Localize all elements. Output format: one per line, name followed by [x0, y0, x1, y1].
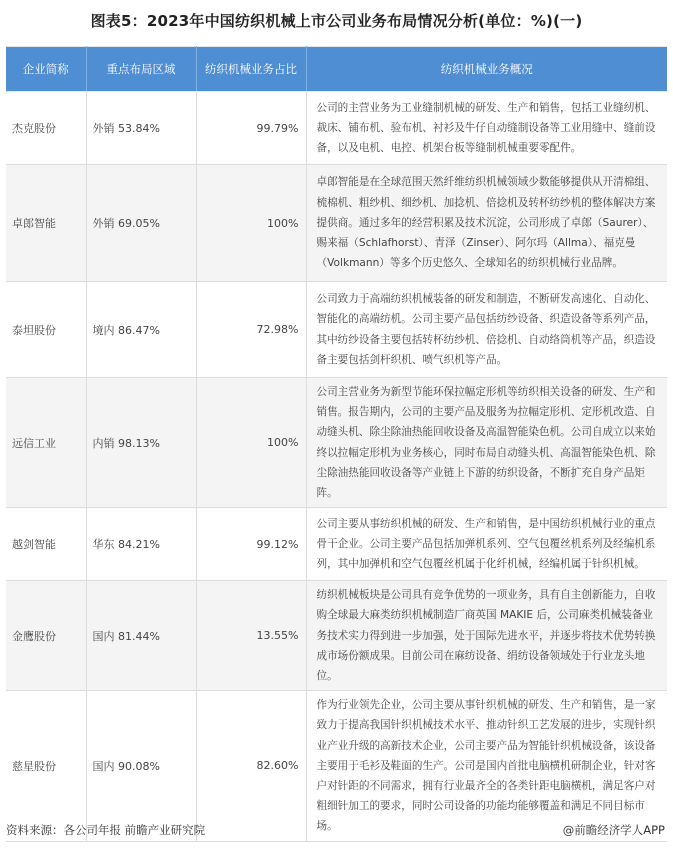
business-overview: 公司主要从事纺织机械的研发、生产和销售，是中国纺织机械行业的重点骨干企业。公司主要产品包括加弹机系列、空气包覆丝机系列及经编机系列，其中加弹机和空气包覆丝机属于化纤机械，经编机属于针织机械。 — [306, 508, 667, 581]
company-name: 慈星股份 — [6, 691, 86, 841]
header-company: 企业简称 — [6, 47, 86, 92]
region: 国内 81.44% — [86, 581, 196, 691]
table-row — [6, 581, 667, 691]
region: 境内 86.47% — [86, 282, 196, 378]
source-note: 资料来源：各公司年报 前瞻产业研究院 — [6, 823, 206, 837]
company-name: 越剑智能 — [6, 508, 86, 581]
header-region: 重点布局区域 — [86, 47, 196, 92]
table-header-row — [6, 47, 667, 92]
brand-credit: @前瞻经济学人APP — [562, 823, 665, 837]
textile-share: 82.60% — [196, 691, 306, 841]
textile-share: 13.55% — [196, 581, 306, 691]
textile-share: 99.79% — [196, 92, 306, 165]
textile-share: 100% — [196, 378, 306, 508]
region: 华东 84.21% — [86, 508, 196, 581]
region: 外销 69.05% — [86, 165, 196, 282]
business-overview: 公司的主营业务为工业缝制机械的研发、生产和销售，包括工业缝纫机、裁床、铺布机、验布机、衬衫及牛仔自动缝制设备等工业用缝中、缝前设备，以及电机、电控、机架台板等缝制机械重要零配件。 — [306, 92, 667, 165]
table-row — [6, 508, 667, 581]
business-overview: 公司主营业务为新型节能环保拉幅定形机等纺织相关设备的研发、生产和销售。报告期内，公司的主要产品及服务为拉幅定形机、定形机改造、自动缝头机、除尘除油热能回收设备及高温智能染色机。公司自成立以来始终以拉幅定形机为业务核心，同时布局自动缝头机、高温智能染色机、除尘除油热能回收设备等产业链上下游的纺织设备，不断扩充自身产品矩阵。 — [306, 378, 667, 508]
company-name: 远信工业 — [6, 378, 86, 508]
table-row — [6, 282, 667, 378]
textile-share: 99.12% — [196, 508, 306, 581]
company-name: 泰坦股份 — [6, 282, 86, 378]
table-row — [6, 165, 667, 282]
business-overview: 卓郎智能是在全球范围天然纤维纺织机械领域少数能够提供从开清棉组、梳棉机、粗纱机、细纱机、加捻机、倍捻机及转杯纺纱机的整体解决方案提供商。通过多年的经营积累及技术沉淀，公司形成了卓郎（Saurer）、赐来福（Schlafhorst）、青泽（Zinser）、阿尔玛（Allma）、福克曼（Volkmann）等多个历史悠久、全球知名的纺织机械行业品牌。 — [306, 165, 667, 282]
business-overview: 作为行业领先企业，公司主要从事针织机械的研发、生产和销售，是一家致力于提高我国针织机械技术水平、推动针织工艺发展的进步，实现针织业产业升级的高新技术企业，公司主要产品为智能针织机械设备，该设备主要用于毛衫及鞋面的生产。公司是国内首批电脑横机研制企业，针对客户对针距的不同需求，拥有行业最齐全的各类针距电脑横机，满足客户对粗细针加工的要求，同时公司设备的功能均能够覆盖和满足不同目标市场。 — [306, 691, 667, 841]
header-overview: 纺织机械业务概况 — [306, 47, 667, 92]
company-name: 金鹰股份 — [6, 581, 86, 691]
table-row — [6, 92, 667, 165]
region: 国内 90.08% — [86, 691, 196, 841]
region: 外销 53.84% — [86, 92, 196, 165]
page-title: 图表5：2023年中国纺织机械上市公司业务布局情况分析(单位：%)(一) — [90, 12, 583, 30]
textile-share: 100% — [196, 165, 306, 282]
region: 内销 98.13% — [86, 378, 196, 508]
company-name: 杰克股份 — [6, 92, 86, 165]
business-overview: 公司致力于高端纺织机械装备的研发和制造，不断研发高速化、自动化、智能化的高端纺机。公司主要产品包括纺纱设备、织造设备等系列产品，其中纺纱设备主要包括转杯纺纱机、倍捻机、自动络筒机等产品，织造设备主要包括剑杆织机、喷气织机等产品。 — [306, 282, 667, 378]
company-name: 卓郎智能 — [6, 165, 86, 282]
business-overview: 纺织机械板块是公司具有竞争优势的一项业务，具有自主创新能力，自收购全球最大麻类纺织机械制造厂商英国 MAKIE 后，公司麻类机械装备业务技术实力得到进一步加强，处于国际先进水平，并逐步将技术优势转换成市场份额成果。目前公司在麻纺设备、绢纺设备领域处于行业龙头地位。 — [306, 581, 667, 691]
header-share: 纺织机械业务占比 — [196, 47, 306, 92]
company-table — [6, 46, 667, 842]
textile-share: 72.98% — [196, 282, 306, 378]
table-row — [6, 378, 667, 508]
table-row — [6, 691, 667, 841]
